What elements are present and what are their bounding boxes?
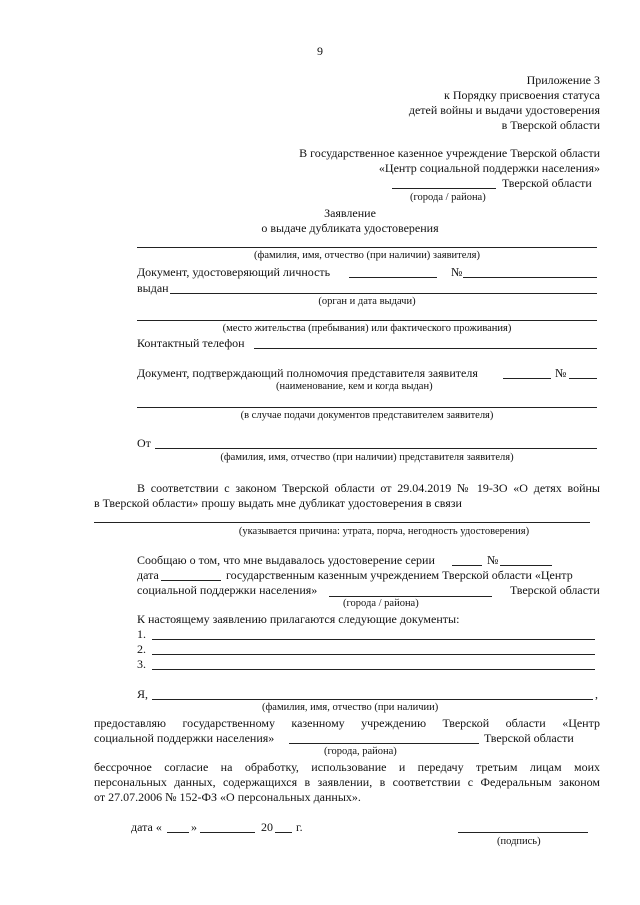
consent-line-2: социальной поддержки населения» — [94, 731, 275, 745]
residence-hint: (место жительства (пребывания) или фактического проживания) — [222, 323, 512, 334]
page-number: 9 — [317, 44, 323, 58]
attachment-label-3: 3. — [137, 657, 146, 671]
addressee-city-field[interactable] — [392, 188, 496, 189]
id-doc-number-sign: № — [451, 265, 463, 279]
consent-line-1: предоставляю государственному казенному учреждению Тверской области «Центр — [94, 716, 600, 730]
footer-year-field[interactable] — [275, 832, 292, 833]
issued-by-field[interactable] — [170, 293, 597, 294]
phone-label: Контактный телефон — [137, 336, 245, 350]
prior-number-sign: № — [487, 553, 499, 567]
consent-line-5: от 27.07.2006 № 152-ФЗ «О персональных данных». — [94, 790, 361, 804]
residence-field[interactable] — [137, 320, 597, 321]
consent-comma: , — [595, 687, 598, 701]
id-doc-number-field[interactable] — [463, 277, 597, 278]
addressee-line-2: «Центр социальной поддержки населения» — [378, 161, 600, 175]
attachment-label-2: 2. — [137, 642, 146, 656]
request-line-1: В соответствии с законом Тверской области от 29.04.2019 № 19-ЗО «О детях войны — [137, 481, 600, 495]
footer-date-mid: » — [191, 820, 197, 834]
addressee-city-suffix: Тверской области — [502, 176, 592, 190]
attachment-label-1: 1. — [137, 627, 146, 641]
attachment-field-2[interactable] — [152, 654, 595, 655]
prior-city-field[interactable] — [329, 596, 492, 597]
addressee-city-hint: (города / района) — [410, 192, 486, 203]
rep-doc-number-sign: № — [555, 366, 567, 380]
appendix-line-4: в Тверской области — [501, 118, 600, 132]
attachments-header: К настоящему заявлению прилагаются следующие документы: — [137, 612, 460, 626]
prior-city-hint: (города / района) — [343, 598, 419, 609]
rep-doc-series-field[interactable] — [503, 378, 551, 379]
prior-series-field[interactable] — [452, 565, 482, 566]
rep-doc-label: Документ, подтверждающий полномочия представителя заявителя — [137, 366, 478, 380]
footer-date-label: дата « — [131, 820, 162, 834]
consent-line-3: бессрочное согласие на обработку, использование и передачу третьим лицам моих — [94, 760, 600, 774]
prior-date-field[interactable] — [161, 580, 221, 581]
from-label: От — [137, 436, 151, 450]
rep-doc-hint: (наименование, кем и когда выдан) — [276, 381, 433, 392]
rep-case-hint: (в случае подачи документов представителем заявителя) — [240, 410, 494, 421]
id-doc-series-field[interactable] — [349, 277, 437, 278]
rep-case-field[interactable] — [137, 407, 597, 408]
issued-hint: (орган и дата выдачи) — [318, 296, 416, 307]
prior-line-1: Сообщаю о том, что мне выдавалось удостоверение серии — [137, 553, 435, 567]
attachment-field-3[interactable] — [152, 669, 595, 670]
rep-name-field[interactable] — [155, 448, 597, 449]
consent-city-field[interactable] — [289, 743, 479, 744]
signature-hint: (подпись) — [497, 836, 541, 847]
attachment-field-1[interactable] — [152, 639, 595, 640]
rep-doc-number-field[interactable] — [569, 378, 597, 379]
prior-number-field[interactable] — [500, 565, 552, 566]
footer-day-field[interactable] — [167, 832, 189, 833]
request-line-2: в Тверской области» прошу выдать мне дубликат удостоверения в связи — [94, 496, 462, 510]
signature-field[interactable] — [458, 832, 588, 833]
prior-line-3: социальной поддержки населения» — [137, 583, 318, 597]
addressee-line-1: В государственное казенное учреждение Тверской области — [299, 146, 600, 160]
consent-city-suffix: Тверской области — [484, 731, 574, 745]
applicant-name-hint: (фамилия, имя, отчество (при наличии) заявителя) — [254, 250, 480, 261]
reason-field[interactable] — [94, 522, 590, 523]
prior-city-suffix: Тверской области — [510, 583, 600, 597]
form-subtitle: о выдаче дубликата удостоверения — [261, 221, 439, 235]
applicant-name-field[interactable] — [137, 247, 597, 248]
appendix-line-2: к Порядку присвоения статуса — [444, 88, 600, 102]
appendix-line-3: детей войны и выдачи удостоверения — [408, 103, 600, 117]
rep-name-hint: (фамилия, имя, отчество (при наличии) представителя заявителя) — [220, 452, 514, 463]
reason-hint: (указывается причина: утрата, порча, негодность удостоверения) — [238, 526, 530, 537]
consent-city-hint: (города, района) — [324, 746, 397, 757]
id-doc-label: Документ, удостоверяющий личность — [137, 265, 331, 279]
appendix-line-1: Приложение 3 — [526, 73, 600, 87]
consent-line-4: персональных данных, содержащихся в заявлении, в соответствии с Федеральным законом — [94, 775, 600, 789]
consent-i-label: Я, — [137, 687, 149, 701]
phone-field[interactable] — [254, 348, 597, 349]
prior-date-label: дата — [137, 568, 159, 582]
form-title: Заявление — [324, 206, 376, 220]
prior-line-2: государственным казенным учреждением Тверской области «Центр — [226, 568, 573, 582]
consent-name-field[interactable] — [152, 699, 593, 700]
footer-month-field[interactable] — [200, 832, 255, 833]
consent-name-hint: (фамилия, имя, отчество (при наличии) — [262, 702, 439, 713]
footer-year-suffix: г. — [296, 820, 303, 834]
issued-label: выдан — [137, 281, 169, 295]
footer-year-prefix: 20 — [261, 820, 273, 834]
